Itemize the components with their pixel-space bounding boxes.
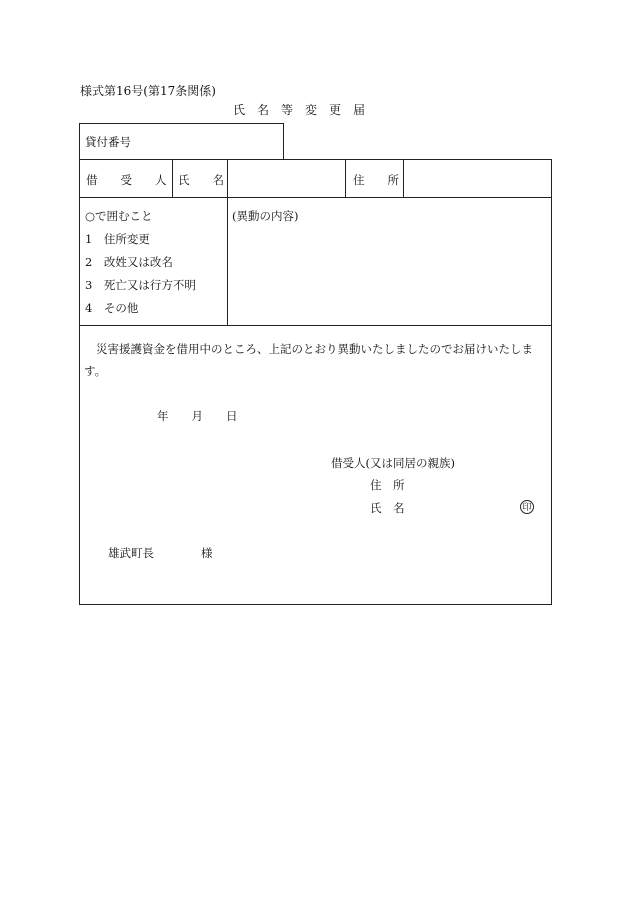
applicant-heading: 借受人(又は同居の親族) xyxy=(331,456,455,470)
row-divider-2 xyxy=(79,325,552,326)
option-item-2[interactable]: 2 改姓又は改名 xyxy=(85,255,173,269)
col-divider-address-label xyxy=(403,159,404,197)
option-item-1[interactable]: 1 住所変更 xyxy=(85,232,150,246)
form-number: 様式第16号(第17条関係) xyxy=(80,84,216,98)
col-divider-borrower xyxy=(172,159,173,197)
change-details-field[interactable] xyxy=(230,226,548,322)
col-divider-name-value xyxy=(345,159,346,197)
col-divider-name-label xyxy=(227,159,228,325)
name-label: 氏 名 xyxy=(178,173,224,187)
seal-stamp: 印 xyxy=(520,500,534,514)
option-item-3[interactable]: 3 死亡又は行方不明 xyxy=(85,278,196,292)
applicant-name-label: 氏 名 xyxy=(370,501,405,515)
statement-text: 災害援護資金を借用中のところ、上記のとおり異動いたしましたのでお届けいたします。 xyxy=(84,342,533,378)
form-title: 氏 名 等 変 更 届 xyxy=(233,103,366,117)
row-divider-1 xyxy=(79,197,552,198)
applicant-name-field[interactable] xyxy=(410,497,515,515)
borrower-name-field[interactable] xyxy=(229,162,343,195)
applicant-address-label: 住 所 xyxy=(370,478,405,492)
borrower-address-field[interactable] xyxy=(405,162,549,195)
addressee-mayor: 雄武町長 xyxy=(108,546,154,560)
address-label: 住 所 xyxy=(353,173,399,187)
borrower-label: 借 受 人 xyxy=(86,173,167,187)
date-line: 年 月 日 xyxy=(157,409,238,423)
addressee-honorific: 様 xyxy=(201,546,213,560)
options-instruction: ○で囲むこと xyxy=(85,209,153,223)
change-details-label: (異動の内容) xyxy=(232,209,299,223)
option-item-4[interactable]: 4 その他 xyxy=(85,301,139,315)
loan-number-label: 貸付番号 xyxy=(85,135,131,149)
applicant-address-field[interactable] xyxy=(410,474,540,492)
